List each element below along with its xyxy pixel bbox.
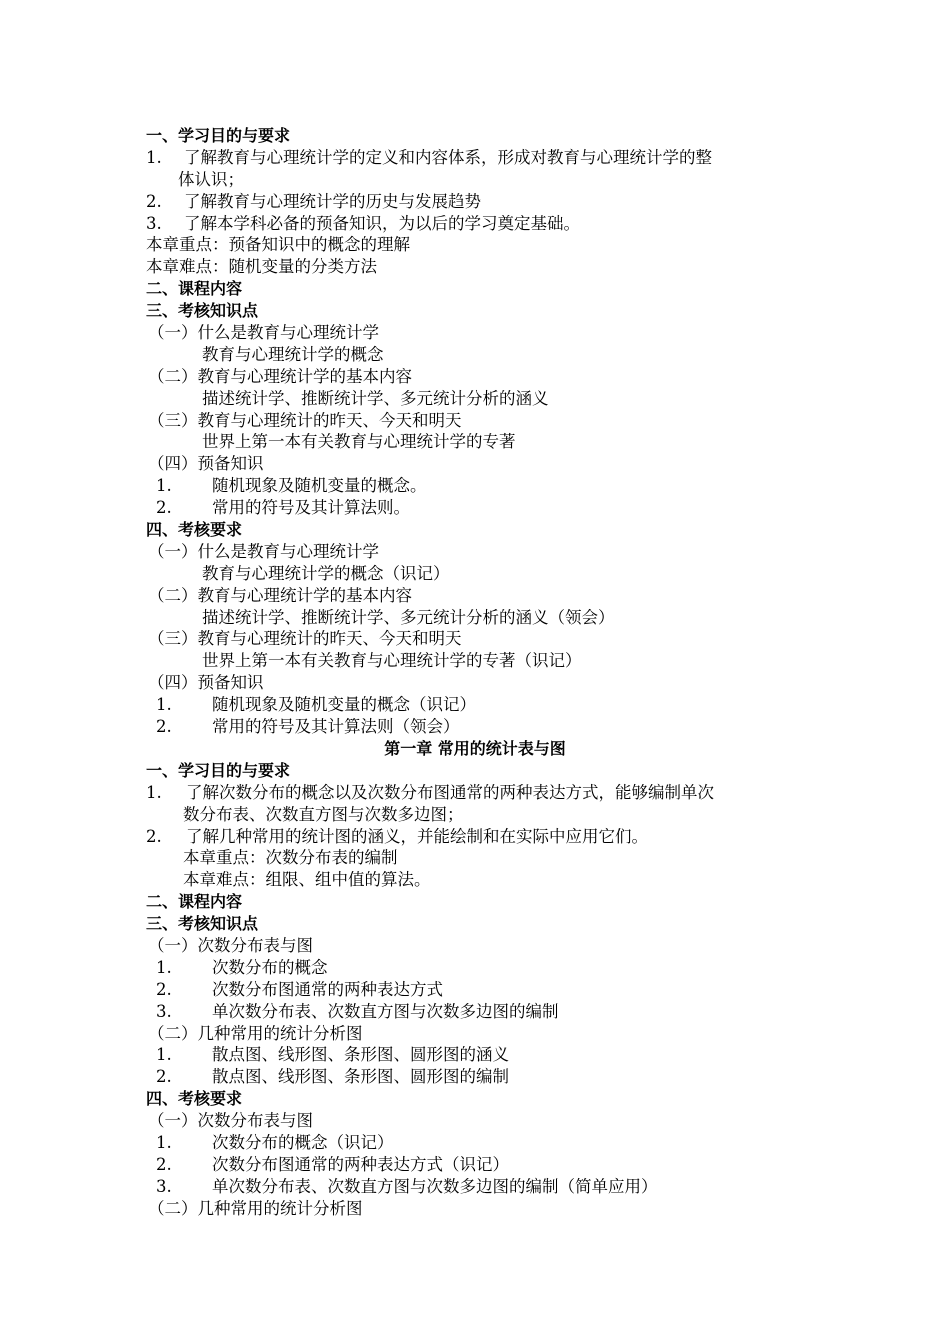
list-text: 了解教育与心理统计学的历史与发展趋势 <box>184 191 481 211</box>
list-text: 单次数分布表、次数直方图与次数多边图的编制（简单应用） <box>212 1176 658 1196</box>
list-number: 1. <box>146 782 162 802</box>
knowledge-numbered-item <box>0 979 950 1001</box>
requirement-item: 描述统计学、推断统计学、多元统计分析的涵义（领会） <box>202 607 615 627</box>
section-heading-requirements: 四、考核要求 <box>146 520 243 540</box>
list-text: 散点图、线形图、条形图、圆形图的编制 <box>212 1067 509 1087</box>
knowledge-subtitle-4: （四）预备知识 <box>148 454 264 474</box>
list-text: 次数分布图通常的两种表达方式（识记） <box>212 1154 509 1174</box>
section-heading-content: 二、课程内容 <box>146 892 243 912</box>
list-text: 了解次数分布的概念以及次数分布图通常的两种表达方式，能够编制单次 <box>186 782 714 802</box>
section-heading-requirements: 四、考核要求 <box>146 1089 243 1109</box>
knowledge-numbered-item <box>0 957 950 979</box>
requirement-subtitle-3: （三）教育与心理统计的昨天、今天和明天 <box>148 629 462 649</box>
chapter-title: 第一章 常用的统计表与图 <box>384 738 566 758</box>
requirement-numbered-item <box>0 694 950 716</box>
list-number: 2. <box>156 979 172 999</box>
requirement-subtitle-1: （一）什么是教育与心理统计学 <box>148 541 379 561</box>
knowledge-subtitle-2: （二）几种常用的统计分析图 <box>148 1023 363 1043</box>
goal-item-2 <box>0 191 950 213</box>
list-text: 随机现象及随机变量的概念（识记） <box>212 695 476 715</box>
list-text: 了解本学科必备的预备知识，为以后的学习奠定基础。 <box>184 213 580 233</box>
knowledge-item: 描述统计学、推断统计学、多元统计分析的涵义 <box>202 388 549 408</box>
list-number: 2. <box>156 1067 172 1087</box>
difficult-point: 本章难点：随机变量的分类方法 <box>146 257 377 277</box>
section-heading-content: 二、课程内容 <box>146 279 243 299</box>
knowledge-subtitle-1: （一）什么是教育与心理统计学 <box>148 323 379 343</box>
list-number: 1. <box>156 695 172 715</box>
knowledge-numbered-item <box>0 1044 950 1066</box>
goal-item-1-continuation: 体认识； <box>178 169 244 189</box>
requirement-item: 教育与心理统计学的概念（识记） <box>202 563 450 583</box>
key-point: 本章重点：次数分布表的编制 <box>183 848 398 868</box>
knowledge-numbered-item <box>0 497 950 519</box>
goal-item-2 <box>0 826 950 848</box>
knowledge-item: 世界上第一本有关教育与心理统计学的专著 <box>202 432 516 452</box>
requirement-subtitle-1: （一）次数分布表与图 <box>148 1111 313 1131</box>
knowledge-numbered-item <box>0 475 950 497</box>
requirement-numbered-item <box>0 1154 950 1176</box>
goal-item-1 <box>0 147 950 169</box>
section-heading-goals: 一、学习目的与要求 <box>146 760 291 780</box>
requirement-numbered-item <box>0 716 950 738</box>
knowledge-numbered-item <box>0 1001 950 1023</box>
knowledge-subtitle-2: （二）教育与心理统计学的基本内容 <box>148 366 412 386</box>
list-text: 常用的符号及其计算法则（领会） <box>212 717 460 737</box>
knowledge-numbered-item <box>0 1066 950 1088</box>
list-text: 常用的符号及其计算法则。 <box>212 498 410 518</box>
requirement-numbered-item <box>0 1176 950 1198</box>
key-point: 本章重点：预备知识中的概念的理解 <box>146 235 410 255</box>
requirement-numbered-item <box>0 1132 950 1154</box>
list-text: 次数分布图通常的两种表达方式 <box>212 979 443 999</box>
requirement-subtitle-4: （四）预备知识 <box>148 673 264 693</box>
list-text: 次数分布的概念 <box>212 957 328 977</box>
list-number: 1. <box>156 957 172 977</box>
list-text: 次数分布的概念（识记） <box>212 1132 394 1152</box>
list-number: 2. <box>146 826 162 846</box>
requirement-subtitle-2: （二）几种常用的统计分析图 <box>148 1198 363 1218</box>
list-number: 2. <box>156 717 172 737</box>
list-number: 3. <box>146 213 162 233</box>
list-number: 3. <box>156 1176 172 1196</box>
document-page <box>0 125 950 1220</box>
section-heading-knowledge: 三、考核知识点 <box>146 914 259 934</box>
list-number: 1. <box>156 1045 172 1065</box>
requirement-item: 世界上第一本有关教育与心理统计学的专著（识记） <box>202 651 582 671</box>
goal-item-3 <box>0 213 950 235</box>
list-number: 3. <box>156 1001 172 1021</box>
difficult-point: 本章难点：组限、组中值的算法。 <box>183 870 431 890</box>
goal-item-1-continuation: 数分布表、次数直方图与次数多边图； <box>183 804 464 824</box>
section-heading-goals: 一、学习目的与要求 <box>146 126 291 145</box>
list-number: 2. <box>156 498 172 518</box>
list-number: 1. <box>146 147 162 167</box>
list-number: 1. <box>156 476 172 496</box>
requirement-subtitle-2: （二）教育与心理统计学的基本内容 <box>148 585 412 605</box>
section-heading-knowledge: 三、考核知识点 <box>146 301 259 321</box>
knowledge-subtitle-1: （一）次数分布表与图 <box>148 935 313 955</box>
knowledge-item: 教育与心理统计学的概念 <box>202 344 384 364</box>
list-number: 2. <box>156 1154 172 1174</box>
list-text: 了解教育与心理统计学的定义和内容体系，形成对教育与心理统计学的整 <box>184 147 712 167</box>
list-number: 2. <box>146 191 162 211</box>
knowledge-subtitle-3: （三）教育与心理统计的昨天、今天和明天 <box>148 410 462 430</box>
goal-item-1 <box>0 782 950 804</box>
list-text: 了解几种常用的统计图的涵义，并能绘制和在实际中应用它们。 <box>186 826 648 846</box>
list-text: 单次数分布表、次数直方图与次数多边图的编制 <box>212 1001 559 1021</box>
list-text: 随机现象及随机变量的概念。 <box>212 476 427 496</box>
list-text: 散点图、线形图、条形图、圆形图的涵义 <box>212 1045 509 1065</box>
list-number: 1. <box>156 1132 172 1152</box>
